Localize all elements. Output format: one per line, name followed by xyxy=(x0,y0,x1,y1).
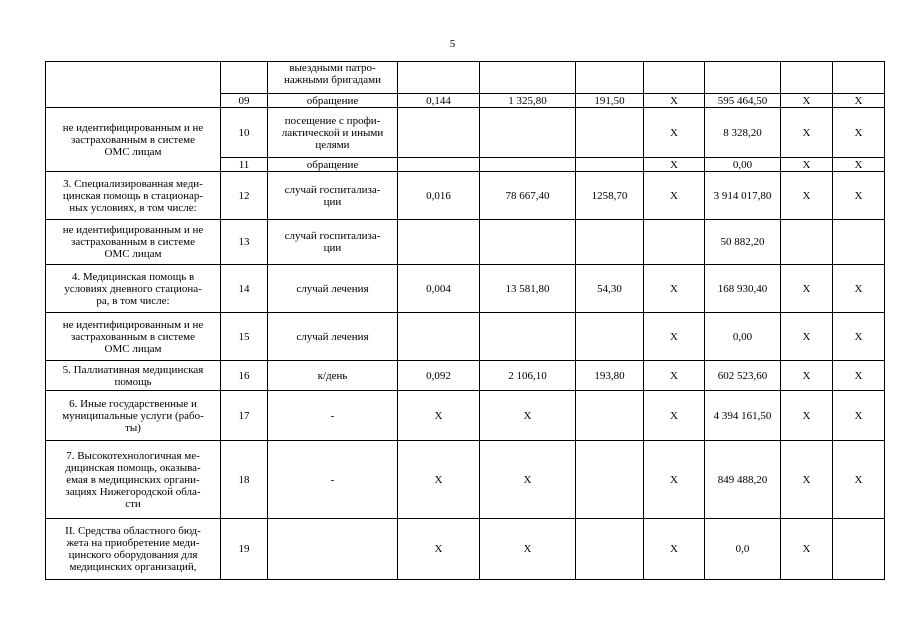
row-code: 12 xyxy=(221,172,268,220)
row-value: 8 328,20 xyxy=(705,108,781,158)
row-value xyxy=(480,108,576,158)
row-name: 4. Медицинская помощь в условиях дневного стациона- ра, в том числе: xyxy=(46,265,221,313)
row-value xyxy=(576,441,644,519)
row-value: 2 106,10 xyxy=(480,361,576,391)
row-unit: случай госпитализа- ции xyxy=(268,220,398,265)
row-value xyxy=(833,220,885,265)
row-value: 602 523,60 xyxy=(705,361,781,391)
row-value: 0,0 xyxy=(705,519,781,580)
row-unit: обращение xyxy=(268,94,398,108)
row-unit: обращение xyxy=(268,158,398,172)
row-value: X xyxy=(644,441,705,519)
row-code: 10 xyxy=(221,108,268,158)
row-value: 0,092 xyxy=(398,361,480,391)
table-row xyxy=(46,108,885,158)
row-value: X xyxy=(781,361,833,391)
row-unit: - xyxy=(268,391,398,441)
row-value: X xyxy=(398,441,480,519)
row-value xyxy=(480,62,576,94)
row-code: 17 xyxy=(221,391,268,441)
row-value: X xyxy=(398,391,480,441)
row-value xyxy=(576,313,644,361)
table-row xyxy=(46,220,885,265)
row-value xyxy=(398,108,480,158)
row-value: X xyxy=(781,94,833,108)
row-name: 7. Высокотехнологичная ме- дицинская помощь, оказыва- емая в медицинских органи- зациях Нижегородской обла- сти xyxy=(46,441,221,519)
row-value: 849 488,20 xyxy=(705,441,781,519)
row-value xyxy=(781,220,833,265)
row-value: X xyxy=(781,519,833,580)
row-name xyxy=(46,62,221,108)
row-value: X xyxy=(833,172,885,220)
row-name: 5. Паллиативная медицинская помощь xyxy=(46,361,221,391)
row-value: X xyxy=(644,265,705,313)
row-value: X xyxy=(398,519,480,580)
row-name: 3. Специализированная меди- цинская помощь в стационар- ных условиях, в том числе: xyxy=(46,172,221,220)
row-value: X xyxy=(781,441,833,519)
table-row xyxy=(46,391,885,441)
table-row xyxy=(46,62,885,94)
row-value: X xyxy=(833,313,885,361)
row-value: 193,80 xyxy=(576,361,644,391)
row-code: 11 xyxy=(221,158,268,172)
row-value: X xyxy=(781,313,833,361)
row-value: X xyxy=(781,172,833,220)
row-value xyxy=(781,62,833,94)
row-value xyxy=(398,220,480,265)
row-value: 0,016 xyxy=(398,172,480,220)
row-code: 15 xyxy=(221,313,268,361)
table-row xyxy=(46,361,885,391)
row-value xyxy=(576,108,644,158)
row-value: 3 914 017,80 xyxy=(705,172,781,220)
row-value: X xyxy=(644,158,705,172)
row-code: 16 xyxy=(221,361,268,391)
row-unit: случай лечения xyxy=(268,265,398,313)
row-value: X xyxy=(833,441,885,519)
row-unit: посещение с профи- лактической и иными целями xyxy=(268,108,398,158)
row-value: 78 667,40 xyxy=(480,172,576,220)
row-value: X xyxy=(480,441,576,519)
row-unit: к/день xyxy=(268,361,398,391)
row-value xyxy=(480,158,576,172)
row-code: 13 xyxy=(221,220,268,265)
row-value xyxy=(576,62,644,94)
row-value: X xyxy=(833,391,885,441)
row-name: 6. Иные государственные и муниципальные услуги (рабо- ты) xyxy=(46,391,221,441)
row-value: X xyxy=(833,265,885,313)
table-row xyxy=(46,441,885,519)
row-code: 18 xyxy=(221,441,268,519)
row-value: X xyxy=(644,361,705,391)
row-code xyxy=(221,62,268,94)
table-row xyxy=(46,172,885,220)
row-unit xyxy=(268,519,398,580)
row-unit: случай госпитализа- ции xyxy=(268,172,398,220)
row-value xyxy=(644,220,705,265)
row-name: не идентифицированным и не застрахованным в системе ОМС лицам xyxy=(46,220,221,265)
data-table xyxy=(45,61,885,580)
row-value: 191,50 xyxy=(576,94,644,108)
row-value: 595 464,50 xyxy=(705,94,781,108)
row-value: X xyxy=(644,391,705,441)
row-value: 0,144 xyxy=(398,94,480,108)
row-value xyxy=(705,62,781,94)
row-code: 14 xyxy=(221,265,268,313)
row-value: X xyxy=(480,519,576,580)
row-value: 54,30 xyxy=(576,265,644,313)
table-row xyxy=(46,313,885,361)
row-value: X xyxy=(644,313,705,361)
table-row xyxy=(46,519,885,580)
row-unit: случай лечения xyxy=(268,313,398,361)
row-unit: выездными патро- нажными бригадами xyxy=(268,62,398,94)
row-value xyxy=(576,519,644,580)
row-value: 1 325,80 xyxy=(480,94,576,108)
row-value: 50 882,20 xyxy=(705,220,781,265)
row-value: X xyxy=(833,94,885,108)
row-value: X xyxy=(644,108,705,158)
row-value xyxy=(576,158,644,172)
row-value: X xyxy=(833,361,885,391)
row-value xyxy=(644,62,705,94)
row-value: X xyxy=(833,158,885,172)
row-value: X xyxy=(644,172,705,220)
row-value: 168 930,40 xyxy=(705,265,781,313)
row-value xyxy=(398,62,480,94)
row-name: II. Средства областного бюд- жета на приобретение меди- цинского оборудования для медицинских организаций, xyxy=(46,519,221,580)
row-value xyxy=(480,220,576,265)
row-value xyxy=(398,313,480,361)
row-value: 0,00 xyxy=(705,158,781,172)
row-value: 0,00 xyxy=(705,313,781,361)
table-row xyxy=(46,265,885,313)
row-name: не идентифицированным и не застрахованным в системе ОМС лицам xyxy=(46,108,221,172)
row-value xyxy=(576,220,644,265)
row-value: X xyxy=(781,158,833,172)
row-value: X xyxy=(644,94,705,108)
page-number: 5 xyxy=(449,38,456,50)
row-value xyxy=(833,519,885,580)
row-value: X xyxy=(781,391,833,441)
row-value: X xyxy=(781,108,833,158)
row-value: X xyxy=(833,108,885,158)
row-value: 1258,70 xyxy=(576,172,644,220)
row-value xyxy=(398,158,480,172)
row-value: X xyxy=(644,519,705,580)
row-code: 19 xyxy=(221,519,268,580)
row-value xyxy=(576,391,644,441)
row-name: не идентифицированным и не застрахованным в системе ОМС лицам xyxy=(46,313,221,361)
row-unit: - xyxy=(268,441,398,519)
row-value: X xyxy=(781,265,833,313)
row-value: 13 581,80 xyxy=(480,265,576,313)
row-code: 09 xyxy=(221,94,268,108)
row-value: 4 394 161,50 xyxy=(705,391,781,441)
row-value xyxy=(833,62,885,94)
row-value xyxy=(480,313,576,361)
row-value: 0,004 xyxy=(398,265,480,313)
row-value: X xyxy=(480,391,576,441)
